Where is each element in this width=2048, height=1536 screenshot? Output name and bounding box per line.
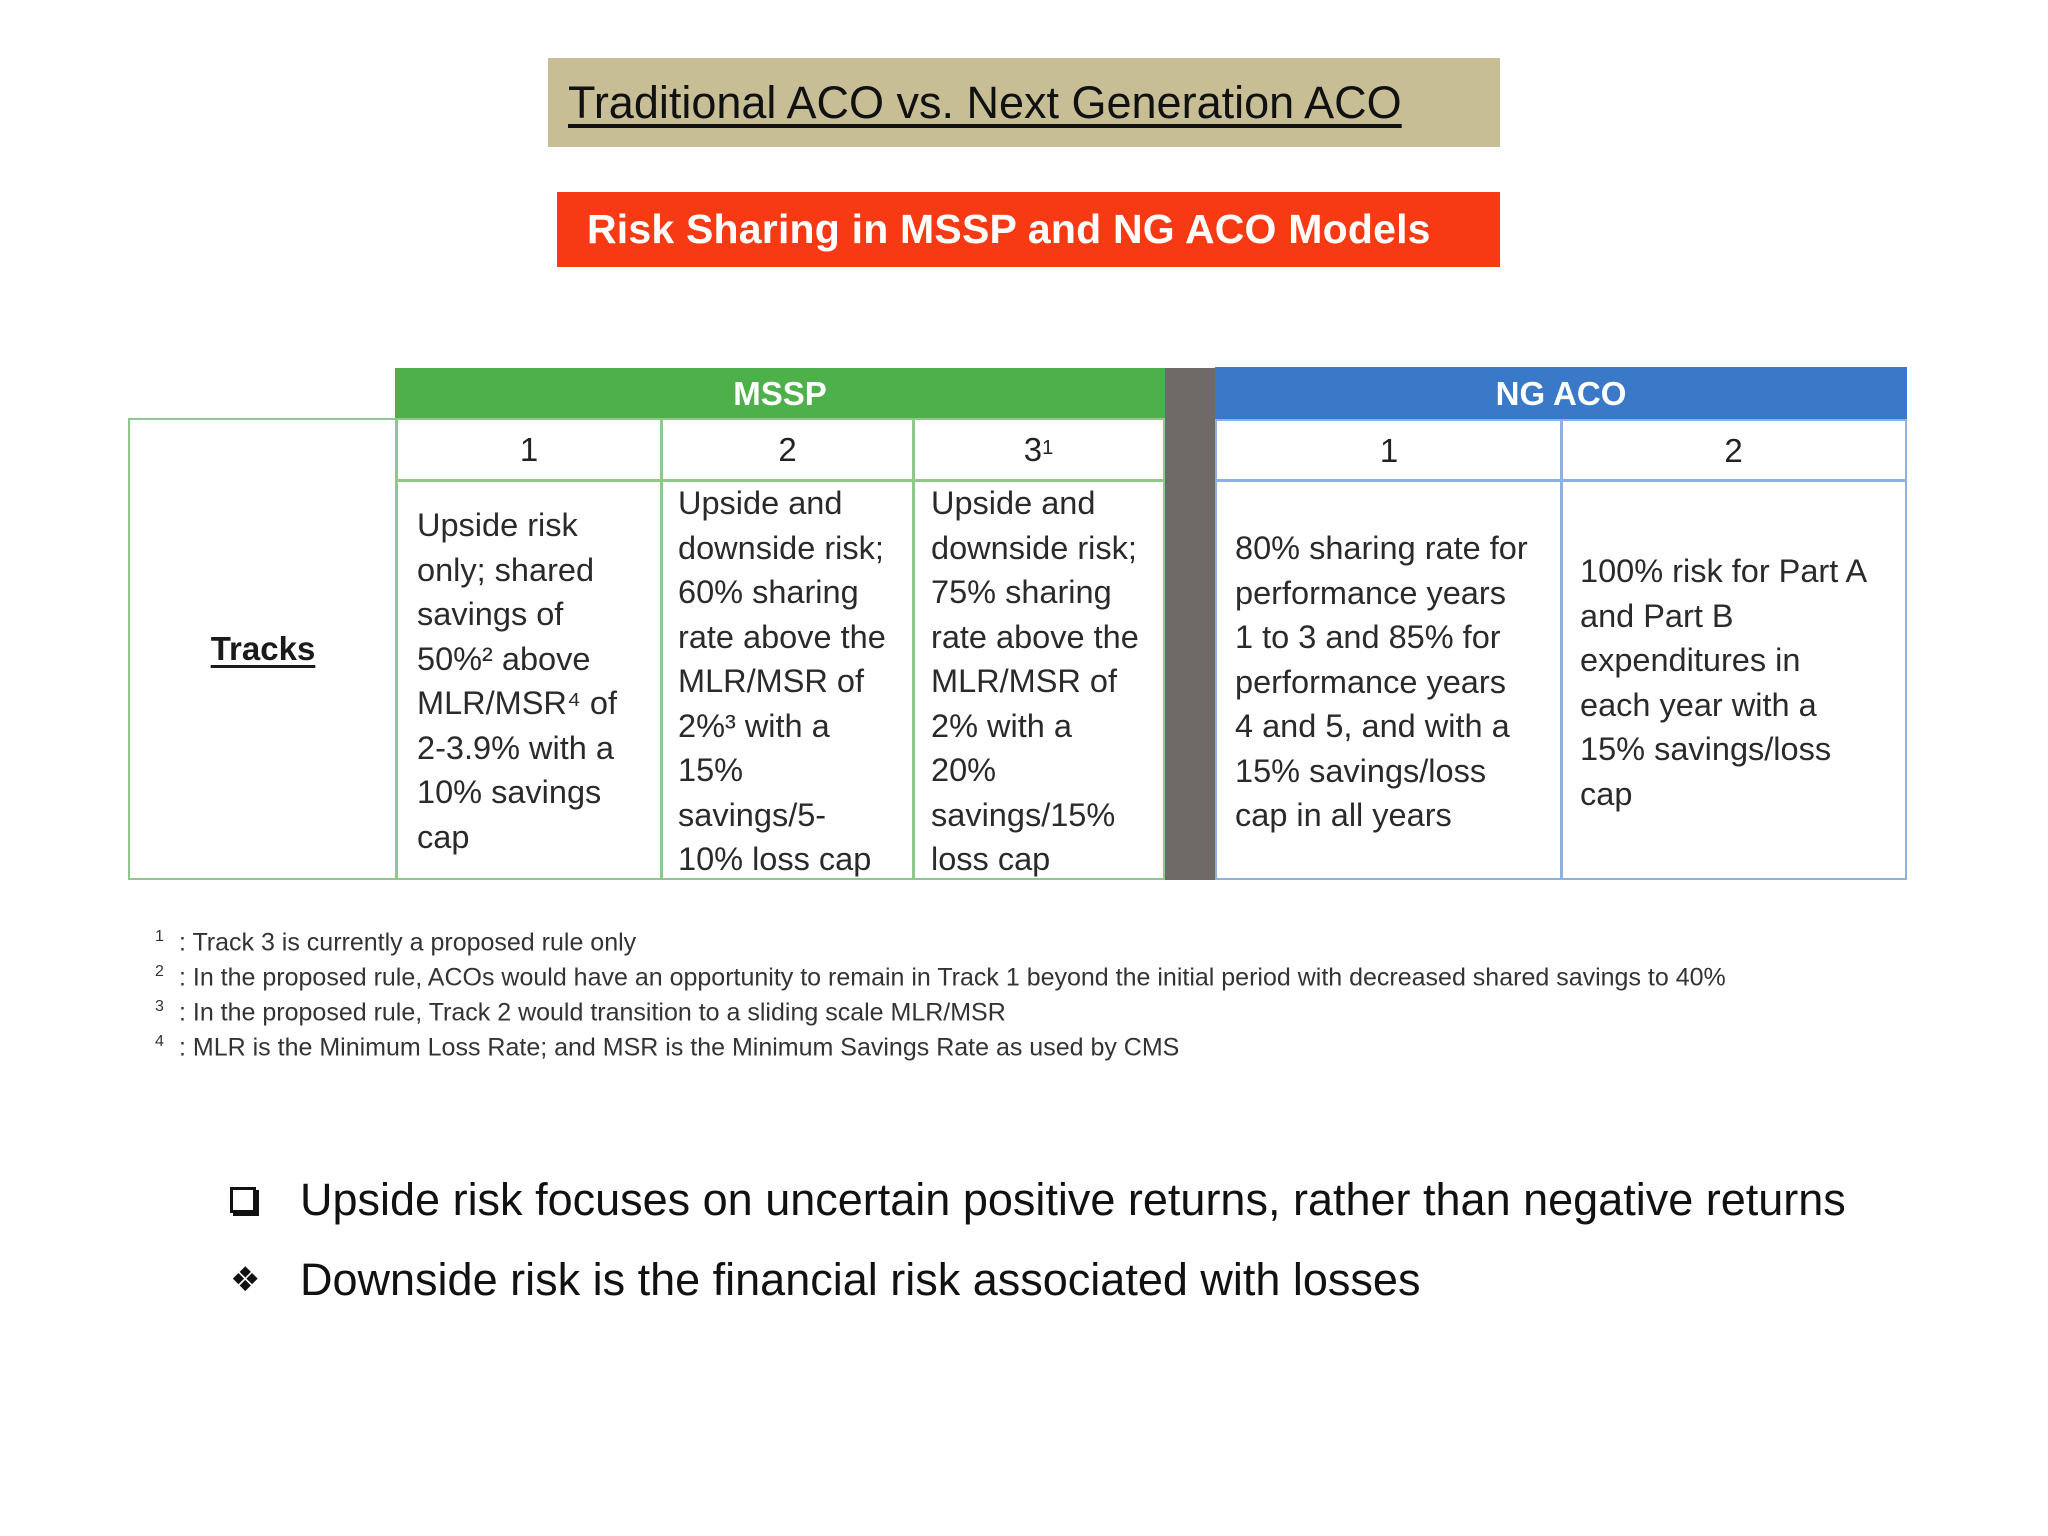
risk-sharing-banner	[557, 192, 1500, 267]
mssp-track-3-number	[912, 418, 1165, 482]
footnote-text: : In the proposed rule, Track 2 would transition to a sliding scale MLR/MSR	[179, 998, 1006, 1027]
mssp-track-1-number-text: 1	[519, 431, 539, 468]
line: 2% with a	[931, 707, 1072, 744]
line: and Part B	[1580, 597, 1734, 634]
line: MLR/MSR of	[931, 663, 1118, 699]
mssp-track-1-number	[395, 418, 663, 482]
line: rate above the	[678, 618, 886, 655]
bullet-downside-risk	[230, 1240, 1846, 1320]
mssp-track-3-number-text: 3	[1023, 431, 1043, 468]
line: 15% savings/loss	[1235, 752, 1487, 789]
line: savings of	[417, 596, 564, 632]
footnote-text: : In the proposed rule, ACOs would have an opportunity to remain in Track 1 beyond the initial period with decreased shared savings to 40%	[179, 963, 1726, 992]
mssp-track-2-description	[660, 479, 915, 880]
line: 20%	[931, 752, 997, 788]
footnote-text: : MLR is the Minimum Loss Rate; and MSR is the Minimum Savings Rate as used by CMS	[179, 1033, 1180, 1062]
footnote-marker: 4	[155, 1033, 164, 1050]
slide-title	[548, 58, 1500, 147]
slide-title-text: Traditional ACO vs. Next Generation ACO	[568, 76, 1402, 128]
line: 2%³ with a	[678, 707, 830, 744]
line: downside risk;	[931, 529, 1137, 566]
line: 15% savings/loss	[1580, 731, 1832, 767]
ng-track-1-number-text: 1	[1379, 431, 1399, 469]
line: MLR/MSR⁴ of	[417, 685, 617, 721]
line: loss cap	[931, 841, 1051, 877]
footnote-marker: 3	[155, 998, 164, 1015]
line: Upside and	[678, 485, 843, 521]
line: 4 and 5, and with a	[1235, 708, 1510, 744]
line: savings/5-	[678, 796, 827, 833]
line: cap	[417, 818, 470, 855]
line: rate above the	[931, 618, 1139, 655]
line: 10% savings	[417, 774, 602, 810]
mssp-track-2-number-text: 2	[778, 431, 797, 468]
ng-aco-header: NG ACO	[1215, 367, 1907, 421]
bullet-text: Upside risk focuses on uncertain positive returns, rather than negative returns	[300, 1174, 1846, 1225]
line: 75% sharing	[931, 574, 1112, 610]
line: performance years	[1235, 663, 1506, 700]
ng-track-1-description	[1215, 479, 1563, 880]
line: Upside and	[931, 485, 1096, 521]
footnote-text: : Track 3 is currently a proposed rule only	[179, 928, 637, 957]
line: only; shared	[417, 551, 595, 588]
bullet-upside-risk	[230, 1160, 1846, 1240]
ng-track-2-description	[1560, 479, 1907, 880]
mssp-track-3-footnote-mark: 1	[1042, 436, 1054, 459]
line: expenditures in	[1580, 642, 1801, 678]
line: MLR/MSR of	[678, 663, 865, 699]
line: 15%	[678, 752, 744, 788]
ng-track-1-number	[1215, 419, 1563, 482]
table-footnotes	[155, 928, 1726, 1068]
group-divider	[1165, 368, 1215, 880]
bullet-list	[230, 1160, 1846, 1320]
line: Upside risk	[417, 507, 578, 543]
footnote-4	[155, 1033, 1726, 1068]
line: 2-3.9% with a	[417, 729, 614, 766]
line: 50%² above	[417, 640, 591, 677]
ng-track-2-number	[1560, 419, 1907, 482]
line: 10% loss cap	[678, 841, 872, 877]
line: downside risk;	[678, 529, 884, 566]
line: performance years	[1235, 574, 1506, 611]
footnote-3	[155, 998, 1726, 1033]
footnote-2	[155, 963, 1726, 998]
mssp-track-2-number	[660, 418, 915, 482]
footnote-marker: 2	[155, 963, 164, 980]
diamond-star-bullet-icon: ❖	[230, 1261, 261, 1299]
tracks-label-cell	[128, 418, 398, 880]
footnote-marker: 1	[155, 928, 164, 945]
line: savings/15%	[931, 796, 1116, 833]
bullet-text: Downside risk is the financial risk associated with losses	[300, 1254, 1421, 1305]
line: 60% sharing	[678, 574, 859, 610]
line: cap	[1580, 775, 1633, 812]
mssp-track-1-description	[395, 479, 663, 880]
line: each year with a	[1580, 686, 1817, 723]
banner-text: Risk Sharing in MSSP and NG ACO Models	[587, 206, 1431, 252]
mssp-header: MSSP	[395, 368, 1165, 420]
line: 80% sharing rate for	[1235, 530, 1528, 566]
line: cap in all years	[1235, 797, 1452, 833]
square-bullet-icon	[230, 1187, 300, 1213]
ng-track-2-number-text: 2	[1724, 431, 1743, 469]
line: 1 to 3 and 85% for	[1235, 619, 1501, 655]
footnote-1	[155, 928, 1726, 963]
mssp-track-3-description	[912, 479, 1165, 880]
line: 100% risk for Part A	[1580, 553, 1868, 589]
tracks-label: Tracks	[210, 630, 316, 667]
